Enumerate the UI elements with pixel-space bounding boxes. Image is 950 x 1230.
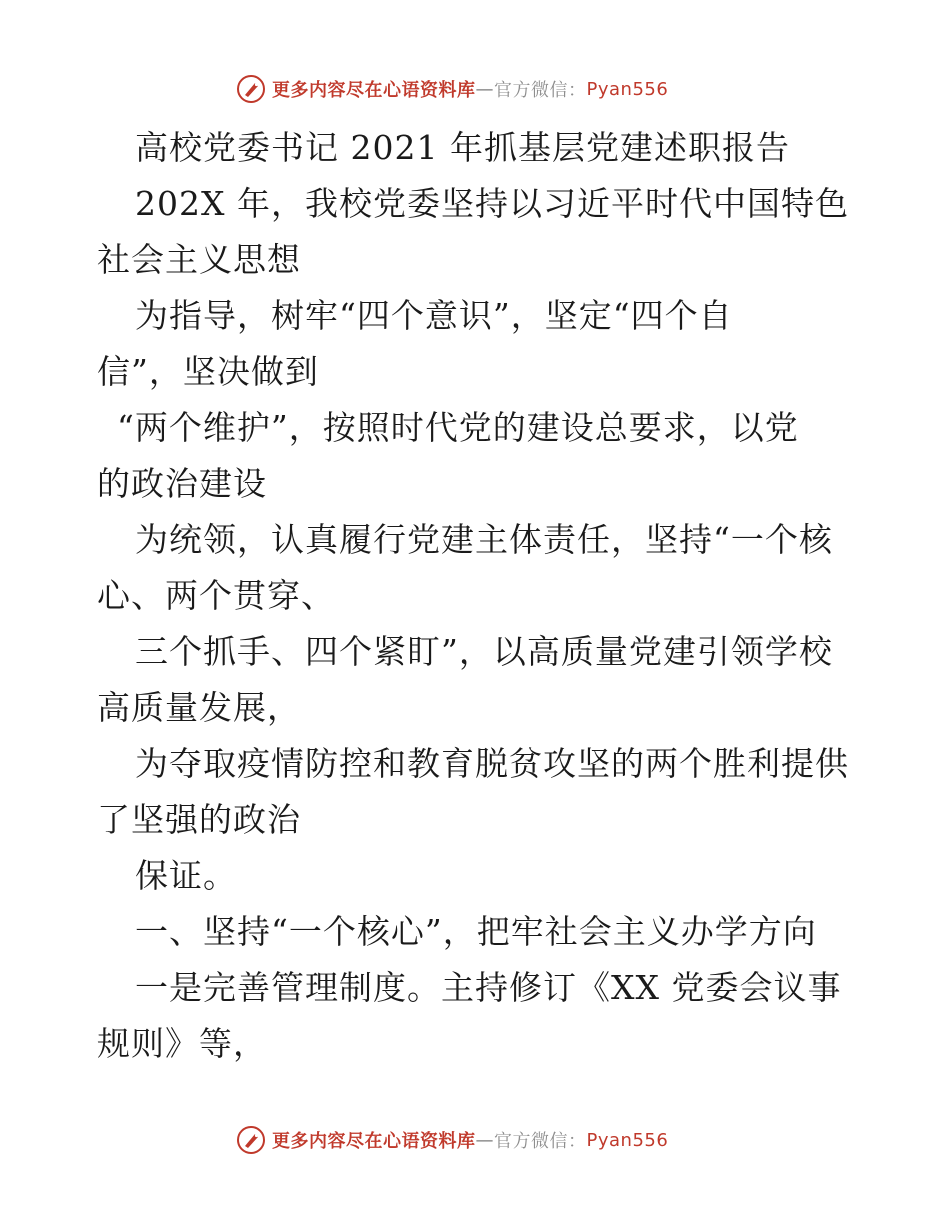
document-body — [97, 120, 857, 1072]
footer-dash: — — [475, 1129, 494, 1151]
footer-brand-text: 更多内容尽在心语资料库 — [272, 1131, 476, 1152]
header-wechat-label: 官方微信： — [494, 80, 587, 101]
paragraph-line: 为夺取疫情防控和教育脱贫攻坚的两个胜利提供 — [135, 744, 849, 783]
paragraph-line: 高质量发展， — [97, 688, 301, 727]
paragraph-line: 心、两个贯穿、 — [97, 576, 335, 615]
header-watermark — [236, 72, 668, 106]
paragraph-line: “两个维护”，按照时代党的建设总要求，以党 — [117, 408, 799, 447]
paragraph-line: 一是完善管理制度。主持修订《XX 党委会议事 — [135, 968, 842, 1007]
document-title: 高校党委书记 2021 年抓基层党建述职报告 — [135, 128, 790, 167]
paragraph-line: 保证。 — [135, 856, 237, 895]
paragraph-line: 三个抓手、四个紧盯”，以高质量党建引领学校 — [135, 632, 833, 671]
footer-wechat-handle: Pyan556 — [586, 1129, 669, 1151]
paragraph-line: 202X 年，我校党委坚持以习近平时代中国特色 — [135, 184, 849, 223]
paragraph-line: 为指导，树牢“四个意识”，坚定“四个自 — [135, 296, 733, 335]
header-brand-text: 更多内容尽在心语资料库 — [272, 80, 476, 101]
paragraph-line: 社会主义思想 — [97, 240, 301, 279]
paragraph-line: 信”，坚决做到 — [97, 352, 319, 391]
footer-wechat-label: 官方微信： — [494, 1131, 587, 1152]
paragraph-line: 了坚强的政治 — [97, 800, 301, 839]
pen-nib-logo-icon — [236, 1125, 266, 1155]
footer-watermark — [236, 1123, 668, 1157]
paragraph-line: 的政治建设 — [97, 464, 267, 503]
paragraph-line: 为统领，认真履行党建主体责任，坚持“一个核 — [135, 520, 833, 559]
header-wechat-handle: Pyan556 — [586, 78, 669, 100]
header-dash: — — [475, 78, 494, 100]
pen-nib-logo-icon — [236, 74, 266, 104]
section-heading: 一、坚持“一个核心”，把牢社会主义办学方向 — [135, 912, 817, 951]
paragraph-line: 规则》等， — [97, 1024, 267, 1063]
